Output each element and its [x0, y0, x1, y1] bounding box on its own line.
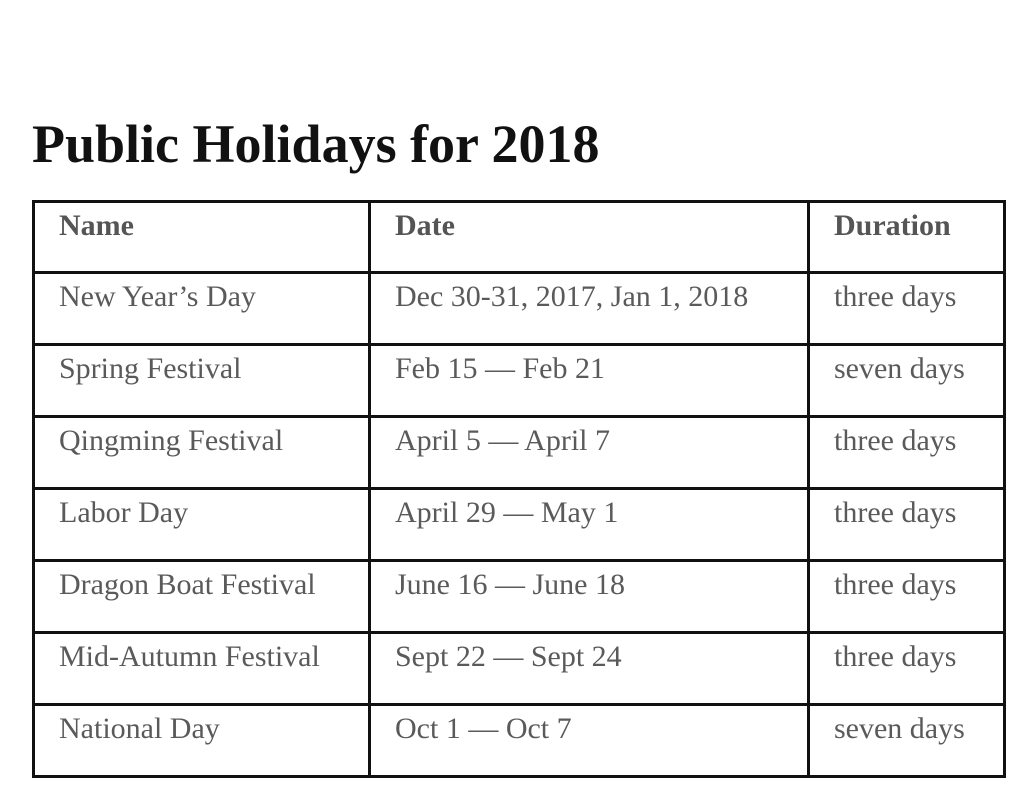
holiday-duration-cell: three days [809, 489, 1005, 561]
holiday-name-cell: Dragon Boat Festival [34, 561, 370, 633]
holiday-name-cell: Mid-Autumn Festival [34, 633, 370, 705]
holiday-name-cell: Spring Festival [34, 345, 370, 417]
column-header-duration: Duration [809, 202, 1005, 273]
column-header-name: Name [34, 202, 370, 273]
column-header-date: Date [370, 202, 809, 273]
holiday-date-cell: April 29 — May 1 [370, 489, 809, 561]
holiday-duration-cell: seven days [809, 345, 1005, 417]
page-title: Public Holidays for 2018 [32, 114, 600, 174]
holiday-name-cell: Labor Day [34, 489, 370, 561]
holiday-name-cell: National Day [34, 705, 370, 777]
holiday-duration-cell: seven days [809, 705, 1005, 777]
table-row [34, 633, 1005, 705]
table-row [34, 417, 1005, 489]
holiday-name-cell: Qingming Festival [34, 417, 370, 489]
table-row [34, 561, 1005, 633]
holiday-duration-cell: three days [809, 417, 1005, 489]
holiday-duration-cell: three days [809, 273, 1005, 345]
holiday-duration-cell: three days [809, 633, 1005, 705]
holiday-duration-cell: three days [809, 561, 1005, 633]
holiday-date-cell: June 16 — June 18 [370, 561, 809, 633]
holiday-date-cell: Dec 30-31, 2017, Jan 1, 2018 [370, 273, 809, 345]
table-row [34, 489, 1005, 561]
holiday-name-cell: New Year’s Day [34, 273, 370, 345]
holiday-date-cell: Oct 1 — Oct 7 [370, 705, 809, 777]
table-header-row [34, 202, 1005, 273]
holiday-date-cell: Feb 15 — Feb 21 [370, 345, 809, 417]
table-row [34, 345, 1005, 417]
table-row [34, 705, 1005, 777]
holidays-table [32, 200, 1006, 778]
table-row [34, 273, 1005, 345]
holiday-date-cell: April 5 — April 7 [370, 417, 809, 489]
holiday-date-cell: Sept 22 — Sept 24 [370, 633, 809, 705]
